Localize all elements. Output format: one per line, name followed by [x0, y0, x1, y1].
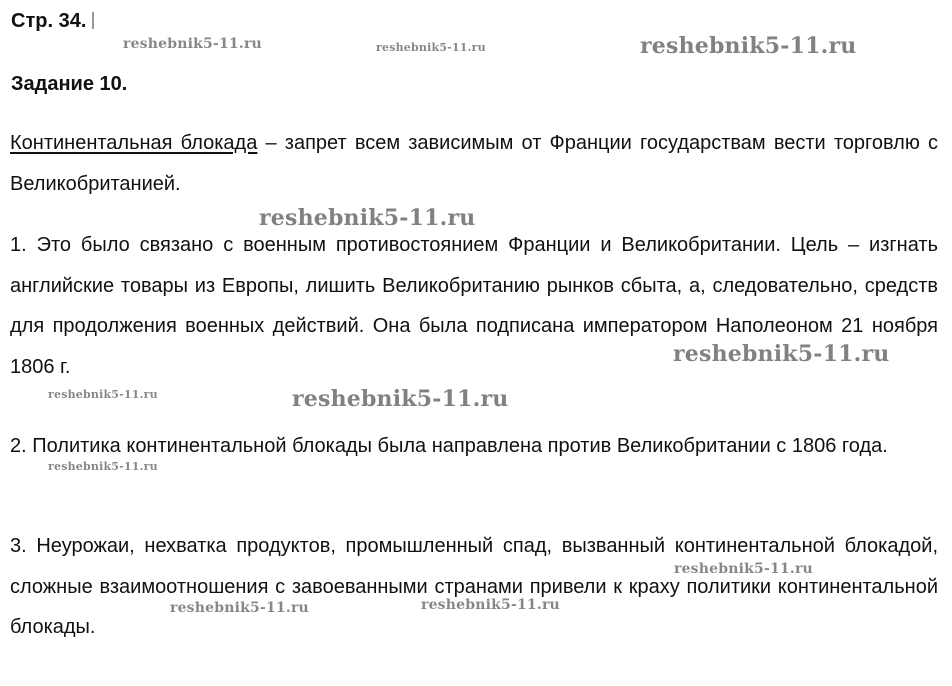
- watermark: reshebnik5-11.ru: [48, 460, 158, 473]
- watermark: reshebnik5-11.ru: [376, 41, 486, 54]
- watermark: reshebnik5-11.ru: [48, 388, 158, 401]
- watermark: reshebnik5-11.ru: [259, 205, 476, 231]
- answer-2: 2. Политика континентальной блокады была направлена против Великобритании с 1806 года.: [10, 435, 888, 457]
- page-reference: [11, 9, 94, 33]
- task-title: Задание 10.: [11, 73, 128, 95]
- page-reference-text: Стр. 34.: [11, 10, 87, 32]
- definition-term: Континентальная блокада: [10, 132, 258, 154]
- text-cursor: [92, 12, 94, 29]
- answer-3: 3. Неурожаи, нехватка продуктов, промышленный спад, вызванный континентальной блокадой, сложные взаимоотношения с завоеванными странами привели к краху политики континентальной блокады.: [10, 535, 938, 638]
- watermark: reshebnik5-11.ru: [421, 597, 560, 613]
- definition-text: – запрет всем зависимым от Франции государствам вести торговлю с Великобританией.: [10, 132, 939, 195]
- definition-paragraph: [10, 123, 938, 204]
- answer-1: 1. Это было связано с военным противостоянием Франции и Великобритании. Цель – изгнать английские товары из Европы, лишить Великобританию рынков сбыта, а, следовательно, средств для продолжения военных действий. Она была подписана императором Наполеоном 21 ноября 1806 г.: [10, 234, 938, 378]
- watermark: reshebnik5-11.ru: [674, 561, 813, 577]
- watermark: reshebnik5-11.ru: [170, 600, 309, 616]
- watermark: reshebnik5-11.ru: [123, 36, 262, 52]
- watermark: reshebnik5-11.ru: [292, 386, 509, 412]
- watermark: reshebnik5-11.ru: [640, 33, 857, 59]
- watermark: reshebnik5-11.ru: [673, 341, 890, 367]
